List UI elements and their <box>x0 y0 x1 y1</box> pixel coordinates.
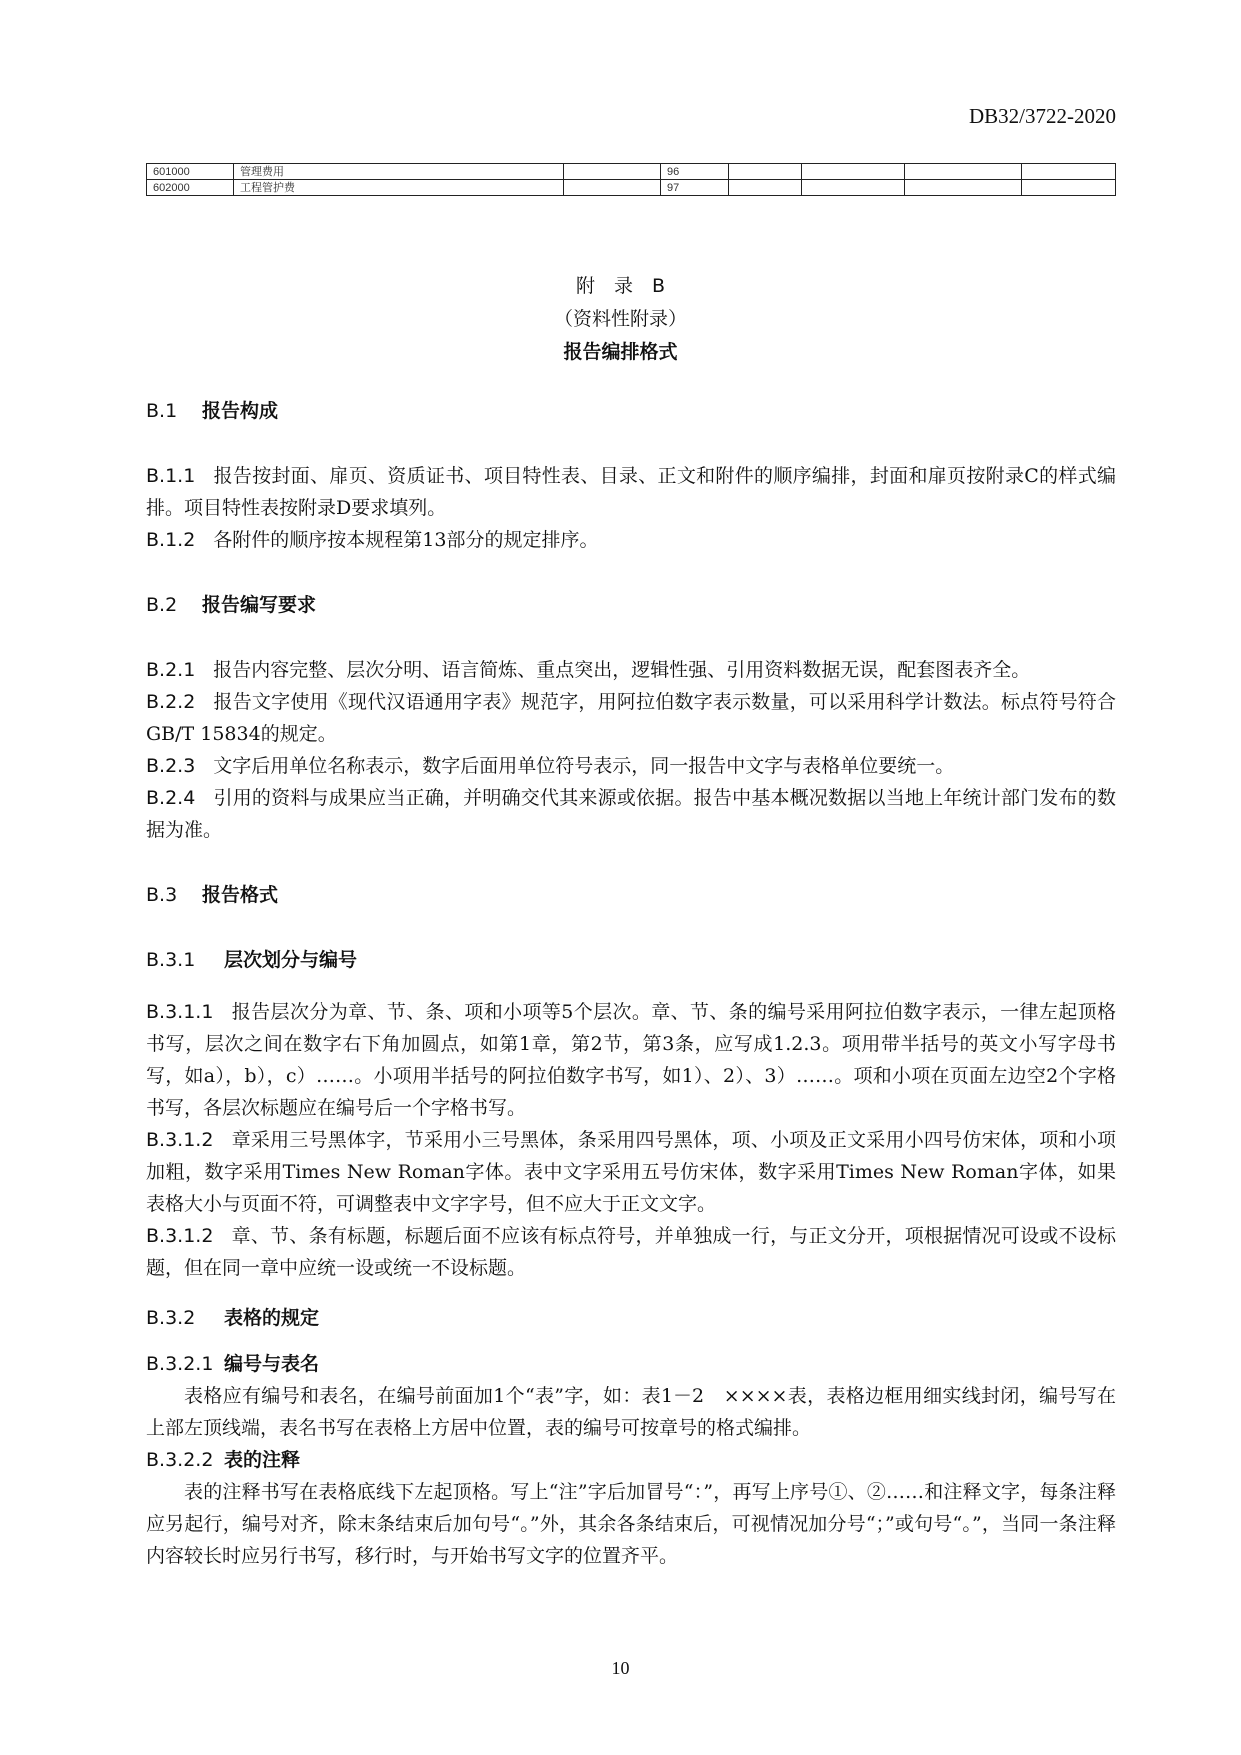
clause-text: 各附件的顺序按本规程第13部分的规定排序。 <box>213 529 599 551</box>
clause-number: B.2.2 <box>146 691 196 713</box>
section-title: 报告格式 <box>202 884 279 906</box>
table-cell <box>802 180 905 196</box>
appendix-header <box>0 270 1241 369</box>
subsection-number: B.3.2 <box>146 1307 196 1329</box>
appendix-type: （资料性附录） <box>553 308 687 330</box>
clause-text: 报告文字使用《现代汉语通用字表》规范字，用阿拉伯数字表示数量，可以采用科学计数法。标点符号符合GB/T 15834的规定。 <box>146 691 1116 745</box>
table-cell: 602000 <box>147 180 234 196</box>
subsection-heading-b3-2-1 <box>146 1348 1116 1380</box>
table-cell <box>564 180 661 196</box>
clause-b3-1-2a <box>146 1124 1116 1220</box>
subsection-heading-b3-2 <box>146 1302 1116 1334</box>
cost-table <box>146 163 1116 196</box>
table-cell <box>905 180 1022 196</box>
table-cell: 97 <box>661 180 729 196</box>
clause-text: 章、节、条有标题，标题后面不应该有标点符号，并单独成一行，与正文分开，项根据情况可设或不设标题，但在同一章中应统一设或统一不设标题。 <box>146 1225 1116 1279</box>
page-number: 10 <box>611 1658 630 1678</box>
table-row <box>147 180 1116 196</box>
clause-text: 文字后用单位名称表示，数字后面用单位符号表示，同一报告中文字与表格单位要统一。 <box>213 755 955 777</box>
table-cell <box>729 164 802 180</box>
section-heading-b2 <box>146 589 1116 621</box>
clause-b1-1 <box>146 460 1116 524</box>
spacer <box>146 556 1116 589</box>
table-cell <box>1022 180 1116 196</box>
subsection-number: B.3.1 <box>146 949 196 971</box>
clause-b2-1 <box>146 654 1116 686</box>
clause-text: 报告内容完整、层次分明、语言简炼、重点突出，逻辑性强、引用资料数据无误，配套图表齐全。 <box>213 659 1031 681</box>
subsection-title: 表的注释 <box>224 1449 301 1471</box>
subsection-number: B.3.2.1 <box>146 1353 214 1375</box>
clause-b3-2-2-text: 表的注释书写在表格底线下左起顶格。写上“注”字后加冒号“：”，再写上序号①、②……和注释文字，每条注释应另起行，编号对齐，除末条结束后加句号“。”外，其余各条结束后，可视情况加分号“；”或句号“。”，当同一条注释内容较长时应另行书写，移行时，与开始书写文字的位置齐平。 <box>146 1481 1116 1567</box>
spacer <box>146 846 1116 879</box>
subsection-heading-b3-1 <box>146 944 1116 976</box>
section-title: 报告编写要求 <box>202 594 317 616</box>
clause-text: 报告按封面、扉页、资质证书、项目特性表、目录、正文和附件的顺序编排，封面和扉页按附录C的样式编排。项目特性表按附录D要求填列。 <box>146 465 1116 519</box>
subsection-title: 表格的规定 <box>224 1307 320 1329</box>
clause-text: 报告层次分为章、节、条、项和小项等5个层次。章、节、条的编号采用阿拉伯数字表示，一律左起顶格书写，层次之间在数字右下角加圆点，如第1章，第2节，第3条，应写成1.2.3。项用带半括号的英文小写字母书写，如a），b），c）……。小项用半括号的阿拉伯数字书写，如1）、2）、3）……。项和小项在页面左边空2个字格书写，各层次标题应在编号后一个字格书写。 <box>146 1001 1116 1119</box>
table-cell: 工程管护费 <box>234 180 564 196</box>
document-code: DB32/3722-2020 <box>969 104 1116 128</box>
clause-b3-1-2b <box>146 1220 1116 1284</box>
clause-number: B.1.2 <box>146 529 196 551</box>
clause-text: 引用的资料与成果应当正确，并明确交代其来源或依据。报告中基本概况数据以当地上年统计部门发布的数据为准。 <box>146 787 1116 841</box>
section-number: B.1 <box>146 400 178 422</box>
table-row <box>147 164 1116 180</box>
clause-number: B.3.1.2 <box>146 1225 214 1247</box>
clause-number: B.2.3 <box>146 755 196 777</box>
table-cell: 96 <box>661 164 729 180</box>
table-cell <box>905 164 1022 180</box>
subsection-heading-b3-2-2 <box>146 1444 1116 1476</box>
clause-b3-2-1-text: 表格应有编号和表名，在编号前面加1个“表”字，如：表1－2 ××××表，表格边框用细实线封闭，编号写在上部左顶线端，表名书写在表格上方居中位置，表的编号可按章号的格式编排。 <box>146 1385 1116 1439</box>
section-heading-b1 <box>146 395 1116 427</box>
table-cell <box>564 164 661 180</box>
table-cell <box>802 164 905 180</box>
clause-text: 章采用三号黑体字，节采用小三号黑体，条采用四号黑体，项、小项及正文采用小四号仿宋体，项和小项加粗，数字采用Times New Roman字体。表中文字采用五号仿宋体，数字采用Times New Roman字体，如果表格大小与页面不符，可调整表中文字字号，但不应大于正文文字。 <box>146 1129 1116 1215</box>
table-cell: 601000 <box>147 164 234 180</box>
clause-b2-2 <box>146 686 1116 750</box>
appendix-label: 附 录 B <box>575 275 666 297</box>
table-cell: 管理费用 <box>234 164 564 180</box>
section-number: B.3 <box>146 884 178 906</box>
clause-b2-3 <box>146 750 1116 782</box>
clause-b1-2 <box>146 524 1116 556</box>
clause-number: B.1.1 <box>146 465 196 487</box>
document-body <box>146 395 1116 1572</box>
subsection-title: 编号与表名 <box>224 1353 320 1375</box>
section-title: 报告构成 <box>202 400 279 422</box>
clause-number: B.3.1.2 <box>146 1129 214 1151</box>
section-heading-b3 <box>146 879 1116 911</box>
clause-b3-1-1 <box>146 996 1116 1124</box>
table-cell <box>1022 164 1116 180</box>
clause-number: B.2.4 <box>146 787 196 809</box>
appendix-title: 报告编排格式 <box>563 341 678 363</box>
spacer <box>146 1284 1116 1302</box>
subsection-number: B.3.2.2 <box>146 1449 214 1471</box>
section-number: B.2 <box>146 594 178 616</box>
clause-number: B.3.1.1 <box>146 1001 214 1023</box>
table-cell <box>729 180 802 196</box>
clause-number: B.2.1 <box>146 659 196 681</box>
clause-b2-4 <box>146 782 1116 846</box>
subsection-title: 层次划分与编号 <box>224 949 358 971</box>
